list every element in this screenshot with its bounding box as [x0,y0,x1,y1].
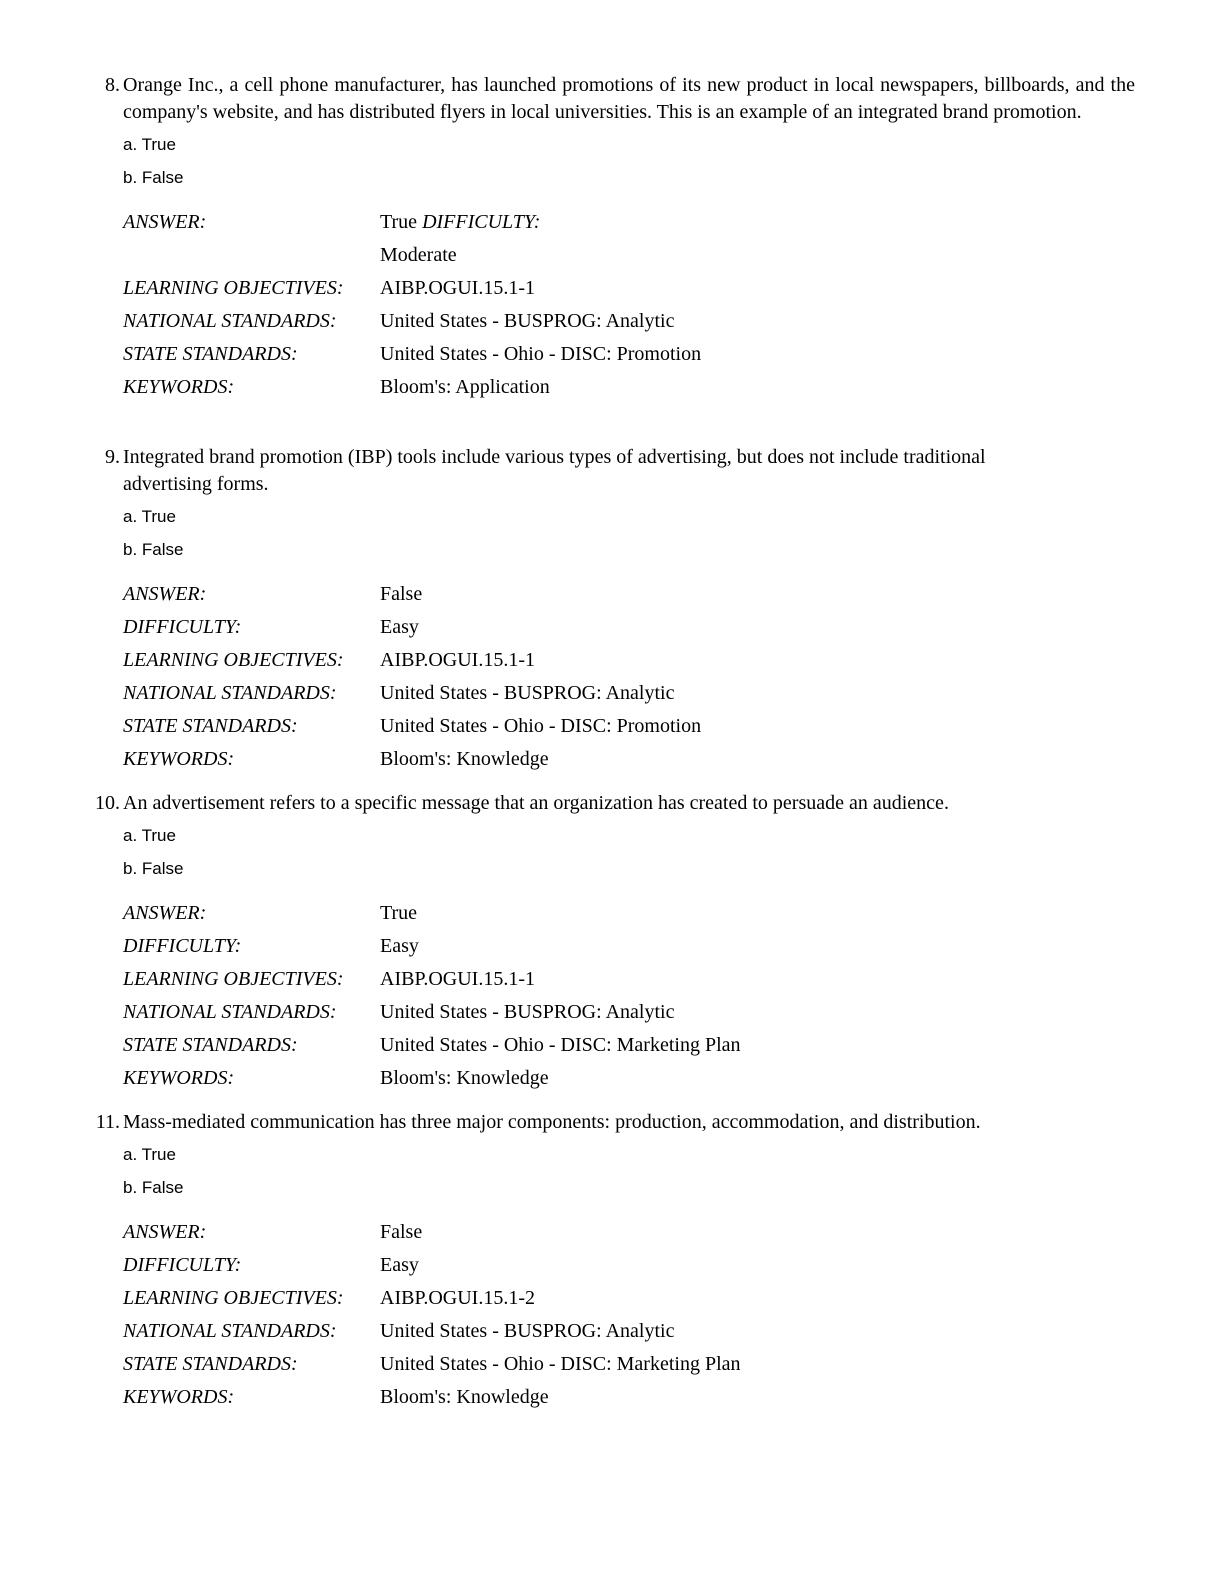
national-standards-row [0,677,1224,710]
difficulty-value: Easy [380,935,419,957]
state-standards-row [0,1029,1224,1062]
question-number: 9. [105,446,120,468]
national-standards-row [0,305,1224,338]
learning-objectives-label: LEARNING OBJECTIVES: [123,968,344,990]
option-false: b. False [123,540,184,559]
question-metadata [0,206,1224,404]
keywords-value: Bloom's: Application [380,376,550,398]
question-header [0,790,1224,817]
national-standards-label: NATIONAL STANDARDS: [123,682,337,704]
state-standards-row [0,710,1224,743]
question-8 [0,72,1224,404]
difficulty-row [0,239,1224,272]
learning-objectives-row [0,963,1224,996]
question-number: 11. [95,1111,120,1133]
difficulty-row [0,930,1224,963]
option-true: a. True [123,507,176,526]
answer-options [0,128,1224,194]
option-false: b. False [123,1178,184,1197]
question-text: Orange Inc., a cell phone manufacturer, has launched promotions of its new product in local newspapers, billboards, and the company's website, and has distributed flyers in local universities. This is an example of an integrated brand promotion. [123,74,1135,123]
keywords-label: KEYWORDS: [123,748,235,770]
keywords-label: KEYWORDS: [123,376,235,398]
keywords-value: Bloom's: Knowledge [380,1067,549,1089]
answer-row [0,206,1224,239]
question-text: Mass-mediated communication has three major components: production, accommodation, and distribution. [123,1111,981,1133]
option-true: a. True [123,135,176,154]
question-metadata [0,1216,1224,1414]
question-header [0,72,1224,126]
question-metadata [0,897,1224,1095]
state-standards-label: STATE STANDARDS: [123,343,298,365]
answer-label: ANSWER: [123,211,207,233]
answer-row [0,897,1224,930]
difficulty-value: Easy [380,1254,419,1276]
question-9 [0,444,1224,776]
difficulty-label: DIFFICULTY: [123,935,242,957]
learning-objectives-label: LEARNING OBJECTIVES: [123,649,344,671]
answer-value [380,211,540,234]
difficulty-label: DIFFICULTY: [123,1254,242,1276]
difficulty-label: DIFFICULTY: [422,211,541,233]
answer-options [0,1138,1224,1204]
difficulty-value: Easy [380,616,419,638]
national-standards-value: United States - BUSPROG: Analytic [380,682,675,704]
learning-objectives-value: AIBP.OGUI.15.1-1 [380,277,535,299]
option-false: b. False [123,168,184,187]
answer-text: True [380,211,418,233]
answer-value: True [380,902,418,924]
difficulty-row [0,1249,1224,1282]
learning-objectives-row [0,1282,1224,1315]
state-standards-value: United States - Ohio - DISC: Promotion [380,715,702,737]
answer-label: ANSWER: [123,583,207,605]
learning-objectives-row [0,272,1224,305]
keywords-row [0,371,1224,404]
question-number: 10. [95,792,120,814]
answer-options [0,819,1224,885]
national-standards-label: NATIONAL STANDARDS: [123,1001,337,1023]
learning-objectives-label: LEARNING OBJECTIVES: [123,1287,344,1309]
keywords-row [0,1062,1224,1095]
option-true: a. True [123,826,176,845]
difficulty-row [0,611,1224,644]
state-standards-value: United States - Ohio - DISC: Marketing Plan [380,1034,741,1056]
state-standards-row [0,1348,1224,1381]
keywords-row [0,743,1224,776]
learning-objectives-value: AIBP.OGUI.15.1-1 [380,968,535,990]
question-text: An advertisement refers to a specific message that an organization has created to persuade an audience. [123,792,949,814]
state-standards-label: STATE STANDARDS: [123,1034,298,1056]
option-false: b. False [123,859,184,878]
national-standards-value: United States - BUSPROG: Analytic [380,310,675,332]
answer-options [0,500,1224,566]
keywords-label: KEYWORDS: [123,1386,235,1408]
question-text: Integrated brand promotion (IBP) tools include various types of advertising, but does not include traditional advertising forms. [123,446,986,495]
learning-objectives-value: AIBP.OGUI.15.1-1 [380,649,535,671]
state-standards-label: STATE STANDARDS: [123,1353,298,1375]
state-standards-row [0,338,1224,371]
national-standards-label: NATIONAL STANDARDS: [123,1320,337,1342]
learning-objectives-value: AIBP.OGUI.15.1-2 [380,1287,535,1309]
question-metadata [0,578,1224,776]
question-number: 8. [105,74,120,96]
keywords-label: KEYWORDS: [123,1067,235,1089]
answer-row [0,1216,1224,1249]
national-standards-value: United States - BUSPROG: Analytic [380,1320,675,1342]
question-10 [0,790,1224,1095]
difficulty-label: DIFFICULTY: [123,616,242,638]
state-standards-value: United States - Ohio - DISC: Promotion [380,343,702,365]
learning-objectives-label: LEARNING OBJECTIVES: [123,277,344,299]
answer-value: False [380,583,423,605]
keywords-value: Bloom's: Knowledge [380,1386,549,1408]
question-header [0,1109,1224,1136]
answer-label: ANSWER: [123,1221,207,1243]
option-true: a. True [123,1145,176,1164]
answer-value: False [380,1221,423,1243]
answer-label: ANSWER: [123,902,207,924]
state-standards-value: United States - Ohio - DISC: Marketing Plan [380,1353,741,1375]
state-standards-label: STATE STANDARDS: [123,715,298,737]
question-11 [0,1109,1224,1414]
national-standards-label: NATIONAL STANDARDS: [123,310,337,332]
national-standards-value: United States - BUSPROG: Analytic [380,1001,675,1023]
question-header [0,444,1224,498]
keywords-row [0,1381,1224,1414]
learning-objectives-row [0,644,1224,677]
keywords-value: Bloom's: Knowledge [380,748,549,770]
answer-row [0,578,1224,611]
national-standards-row [0,1315,1224,1348]
difficulty-value: Moderate [380,244,457,266]
national-standards-row [0,996,1224,1029]
